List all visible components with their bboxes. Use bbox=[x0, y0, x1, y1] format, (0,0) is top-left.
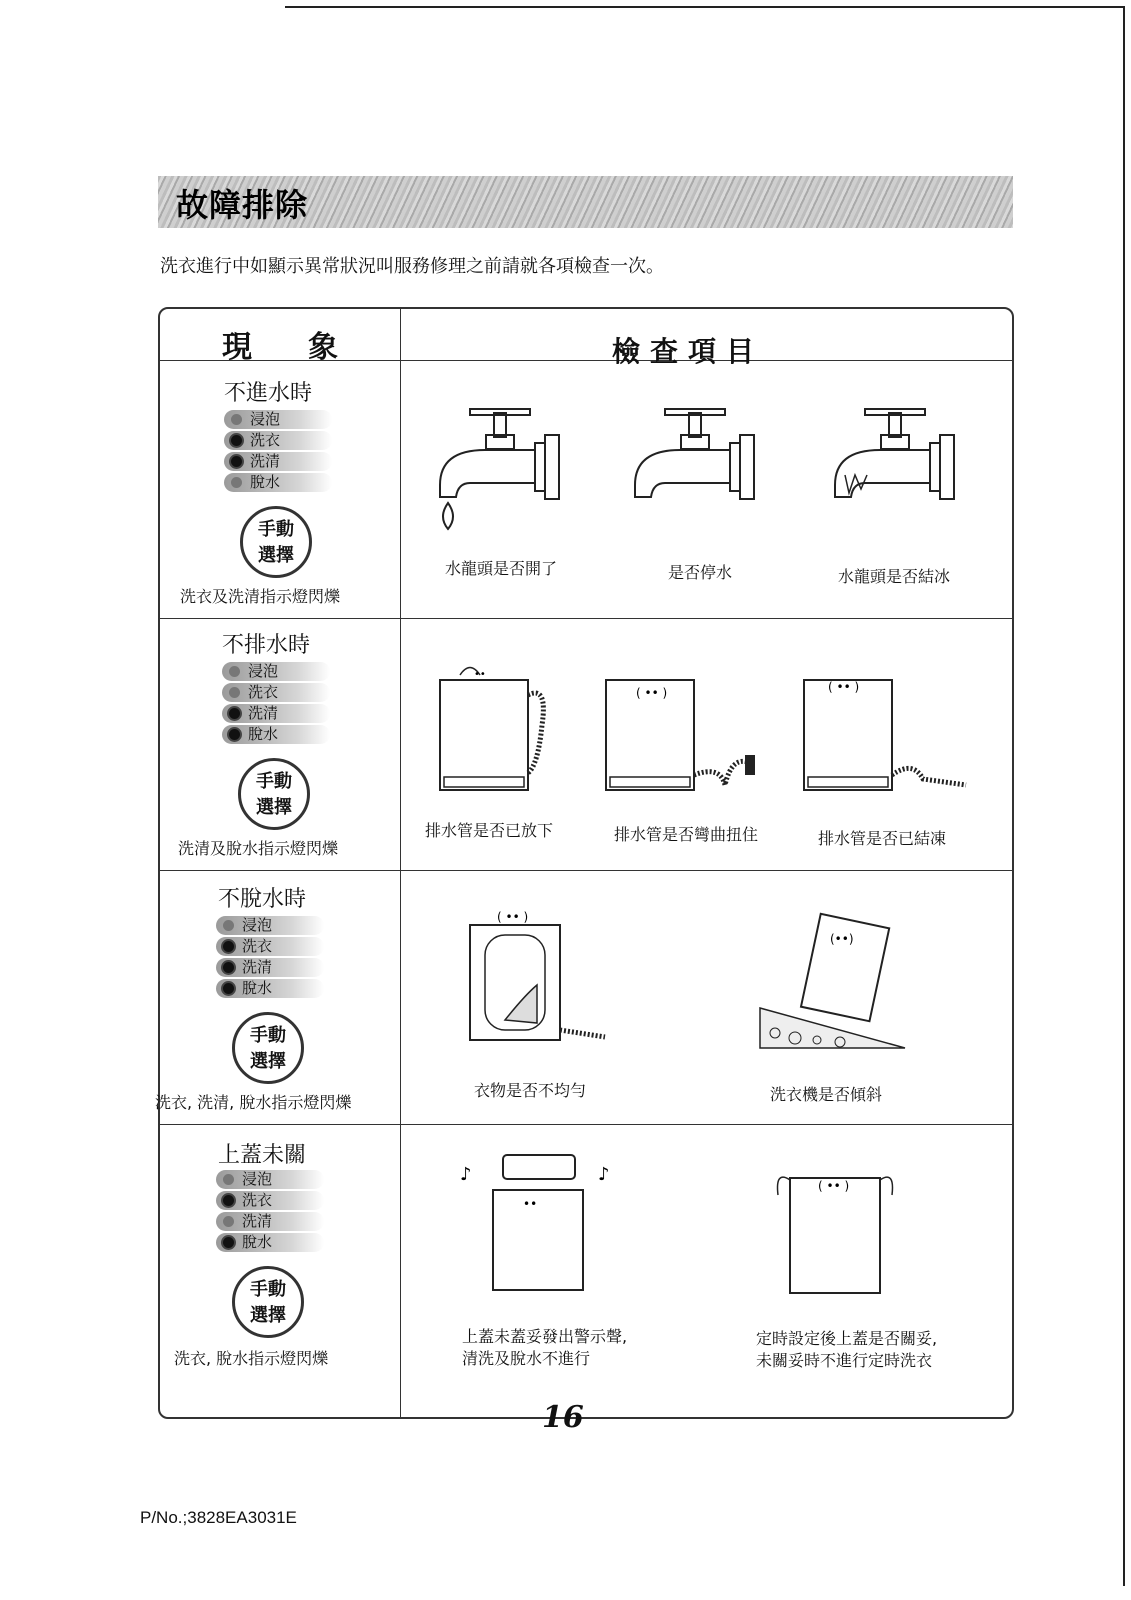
svg-text:( •• ): ( •• ) bbox=[818, 1179, 850, 1193]
symptom-title: 不脫水時 bbox=[218, 887, 307, 912]
indicator-lamp-icon bbox=[231, 414, 242, 425]
indicator-wash: 洗衣 bbox=[222, 683, 330, 702]
washer-hose-down-icon bbox=[430, 655, 555, 800]
indicator-spin: 脫水 bbox=[216, 979, 324, 998]
manual-select-button: 手動 選擇 bbox=[232, 1012, 304, 1084]
right-border bbox=[1123, 6, 1125, 1586]
svg-text:( •• ): ( •• ) bbox=[828, 680, 860, 694]
indicator-lamp-icon bbox=[223, 962, 234, 973]
page-title: 故障排除 bbox=[176, 186, 309, 224]
page-number: 16 bbox=[542, 1400, 584, 1435]
indicator-wash: 洗衣 bbox=[224, 431, 332, 450]
indicator-note: 洗衣及洗清指示燈閃爍 bbox=[180, 587, 341, 606]
indicator-soak: 浸泡 bbox=[222, 662, 330, 681]
svg-text:(••): (••) bbox=[830, 932, 854, 946]
check-caption: 水龍頭是否開了 bbox=[445, 559, 558, 578]
manual-select-button: 手動 選擇 bbox=[232, 1266, 304, 1338]
indicator-note: 洗衣, 洗清, 脫水指示燈閃爍 bbox=[155, 1093, 352, 1112]
indicator-lamp-icon bbox=[223, 983, 234, 994]
svg-text:••: •• bbox=[474, 669, 486, 680]
svg-text:( •• ): ( •• ) bbox=[497, 910, 529, 924]
washer-lid-check-icon bbox=[770, 1150, 900, 1300]
indicator-lamp-icon bbox=[229, 687, 240, 698]
symptom-title: 不進水時 bbox=[224, 381, 313, 406]
washer-tilted-icon bbox=[755, 908, 915, 1053]
manual-select-button: 手動 選擇 bbox=[238, 758, 310, 830]
check-caption: 上蓋未蓋妥發出警示聲, bbox=[462, 1327, 628, 1346]
washer-uneven-load-icon bbox=[465, 905, 610, 1050]
symptom-title: 不排水時 bbox=[222, 633, 311, 658]
indicator-lamp-icon bbox=[223, 1174, 234, 1185]
check-caption: 排水管是否彎曲扭住 bbox=[614, 825, 759, 844]
column-divider bbox=[400, 307, 401, 1417]
washer-lid-open-alarm-icon bbox=[458, 1150, 618, 1300]
washer-hose-frozen-icon bbox=[798, 655, 973, 800]
indicator-spin: 脫水 bbox=[224, 473, 332, 492]
indicator-lamp-icon bbox=[223, 1195, 234, 1206]
intro-text: 洗衣進行中如顯示異常狀況叫服務修理之前請就各項檢查一次。 bbox=[160, 256, 664, 277]
indicator-soak: 浸泡 bbox=[224, 410, 332, 429]
svg-text:♪: ♪ bbox=[460, 1164, 472, 1185]
indicator-wash: 洗衣 bbox=[216, 937, 324, 956]
indicator-wash: 洗衣 bbox=[216, 1191, 324, 1210]
check-caption: 衣物是否不均勻 bbox=[474, 1081, 587, 1100]
check-caption: 排水管是否已放下 bbox=[425, 821, 554, 840]
svg-text:♪: ♪ bbox=[598, 1164, 610, 1185]
svg-text:••: •• bbox=[523, 1197, 538, 1211]
indicator-lamp-icon bbox=[229, 666, 240, 677]
indicator-rinse: 洗清 bbox=[224, 452, 332, 471]
row-divider-1 bbox=[158, 618, 1012, 619]
indicator-spin: 脫水 bbox=[216, 1233, 324, 1252]
check-caption: 清洗及脫水不進行 bbox=[462, 1349, 591, 1368]
faucet-open-icon bbox=[430, 405, 565, 535]
column-header-symptom: 現象 bbox=[222, 330, 394, 365]
indicator-rinse: 洗清 bbox=[216, 1212, 324, 1231]
indicator-lamp-icon bbox=[231, 477, 242, 488]
column-header-check: 檢查項目 bbox=[612, 335, 765, 368]
indicator-spin: 脫水 bbox=[222, 725, 330, 744]
check-caption: 排水管是否已結凍 bbox=[818, 829, 947, 848]
indicator-rinse: 洗清 bbox=[216, 958, 324, 977]
check-caption: 定時設定後上蓋是否關妥, bbox=[756, 1329, 938, 1348]
faucet-frozen-icon bbox=[825, 405, 960, 505]
washer-hose-kinked-icon bbox=[600, 655, 780, 800]
indicator-lamp-icon bbox=[229, 708, 240, 719]
check-caption: 是否停水 bbox=[668, 563, 733, 582]
faucet-no-water-icon bbox=[625, 405, 760, 505]
indicator-note: 洗清及脫水指示燈閃爍 bbox=[178, 839, 339, 858]
top-border bbox=[285, 6, 1125, 8]
part-number: P/No.;3828EA3031E bbox=[140, 1508, 297, 1527]
indicator-lamp-icon bbox=[223, 941, 234, 952]
check-caption: 未關妥時不進行定時洗衣 bbox=[756, 1351, 933, 1370]
symptom-title: 上蓋未關 bbox=[218, 1143, 307, 1168]
row-divider-2 bbox=[158, 870, 1012, 871]
check-caption: 洗衣機是否傾斜 bbox=[770, 1085, 883, 1104]
indicator-lamp-icon bbox=[229, 729, 240, 740]
indicator-lamp-icon bbox=[223, 920, 234, 931]
check-caption: 水龍頭是否結冰 bbox=[838, 567, 951, 586]
indicator-soak: 浸泡 bbox=[216, 916, 324, 935]
indicator-rinse: 洗清 bbox=[222, 704, 330, 723]
indicator-note: 洗衣, 脫水指示燈閃爍 bbox=[174, 1349, 329, 1368]
svg-text:( •• ): ( •• ) bbox=[636, 686, 668, 700]
row-divider-3 bbox=[158, 1124, 1012, 1125]
indicator-lamp-icon bbox=[231, 435, 242, 446]
indicator-soak: 浸泡 bbox=[216, 1170, 324, 1189]
indicator-lamp-icon bbox=[223, 1216, 234, 1227]
manual-select-button: 手動 選擇 bbox=[240, 506, 312, 578]
indicator-lamp-icon bbox=[223, 1237, 234, 1248]
indicator-lamp-icon bbox=[231, 456, 242, 467]
